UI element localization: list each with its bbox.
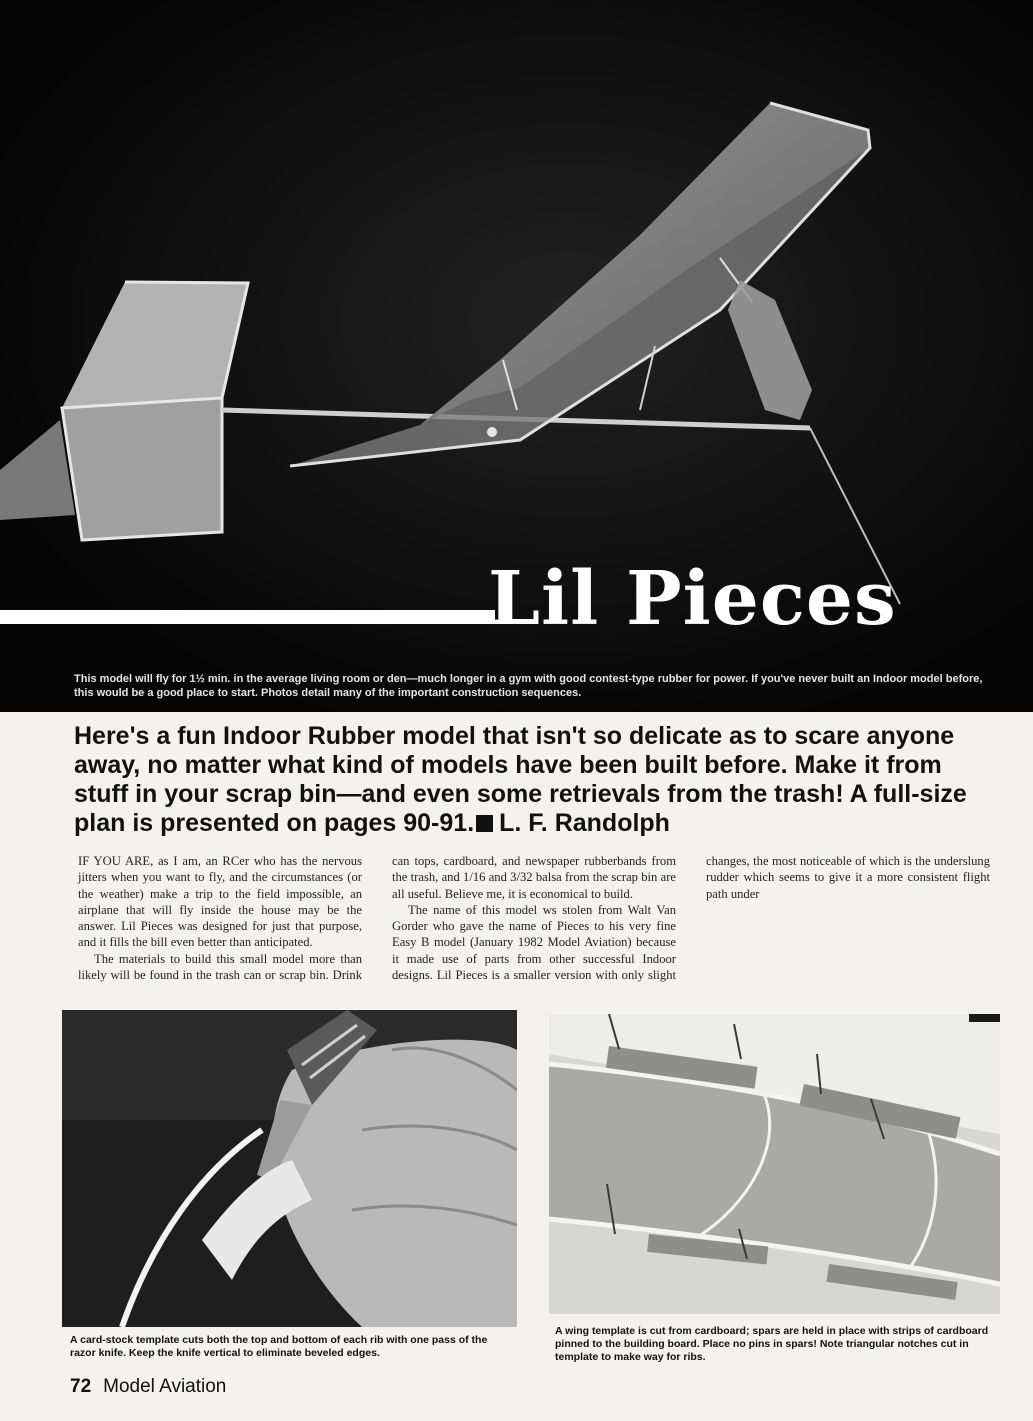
page-number: 72 [70, 1376, 92, 1397]
wing-template-photo [549, 1014, 1000, 1314]
body-text-columns [78, 853, 990, 998]
article-title: Lil Pieces [488, 556, 897, 642]
left-photo-caption: A card-stock template cuts both the top and bottom of each rib with one pass of the razor knife. Keep the knife vertical to eliminate beveled edges. [70, 1334, 488, 1359]
body-paragraph: IF YOU ARE, as I am, an RCer who has the nervous jitters when you want to fly, and the circumstances (or the weather) make a trip to the field impossible, an airplane that will fly inside the house may be the answer. Lil Pieces was designed for just that purpose, and it fills the bill even better than anticipated. [78, 854, 362, 950]
body-paragraph: The name of this model ws stolen from Walt Van Gorder who gave the name of Pieces to his very fine Easy B model (January 1982 Model Aviation) because it made use of parts from other successful Indoor designs. Lil Pieces is a smaller version with only slight changes, the most noticeable of which is the underslung rudder which seems to give it a more consistent flight path under [392, 854, 990, 983]
hero-caption: This model will fly for 1½ min. in the average living room or den—much longer in a gym with good contest-type rubber for power. If you've never built an Indoor model before, this would be a good place to start. Photos detail many of the important construction sequences. [74, 673, 983, 699]
magazine-name: Model Aviation [103, 1376, 227, 1397]
page-footer [70, 1376, 226, 1398]
body-paragraph: The materials to build this small model more than likely will be found in the trash can or scrap bin. Drink can tops, cardboard, and newspaper rubberbands from the trash, and 1/16 and 3/32 balsa from the scrap bin are all useful. Believe me, it is economical to build. [78, 854, 676, 983]
title-rule [0, 610, 495, 624]
deck-text: Here's a fun Indoor Rubber model that isn't so delicate as to scare anyone away, no matter what kind of models have been built before. Make it from stuff in your scrap bin—and even some retrievals from the trash! A full-size plan is presented on pages 90-91. [74, 722, 967, 837]
right-photo-caption: A wing template is cut from cardboard; spars are held in place with strips of cardboard pinned to the building board. Place no pins in spars! Note triangular notches cut in template to make way for ribs. [555, 1325, 989, 1363]
article-deck [74, 722, 999, 838]
author-byline: L. F. Randolph [499, 809, 670, 837]
square-bullet-icon [476, 815, 493, 832]
rib-cutting-photo [62, 1010, 517, 1327]
